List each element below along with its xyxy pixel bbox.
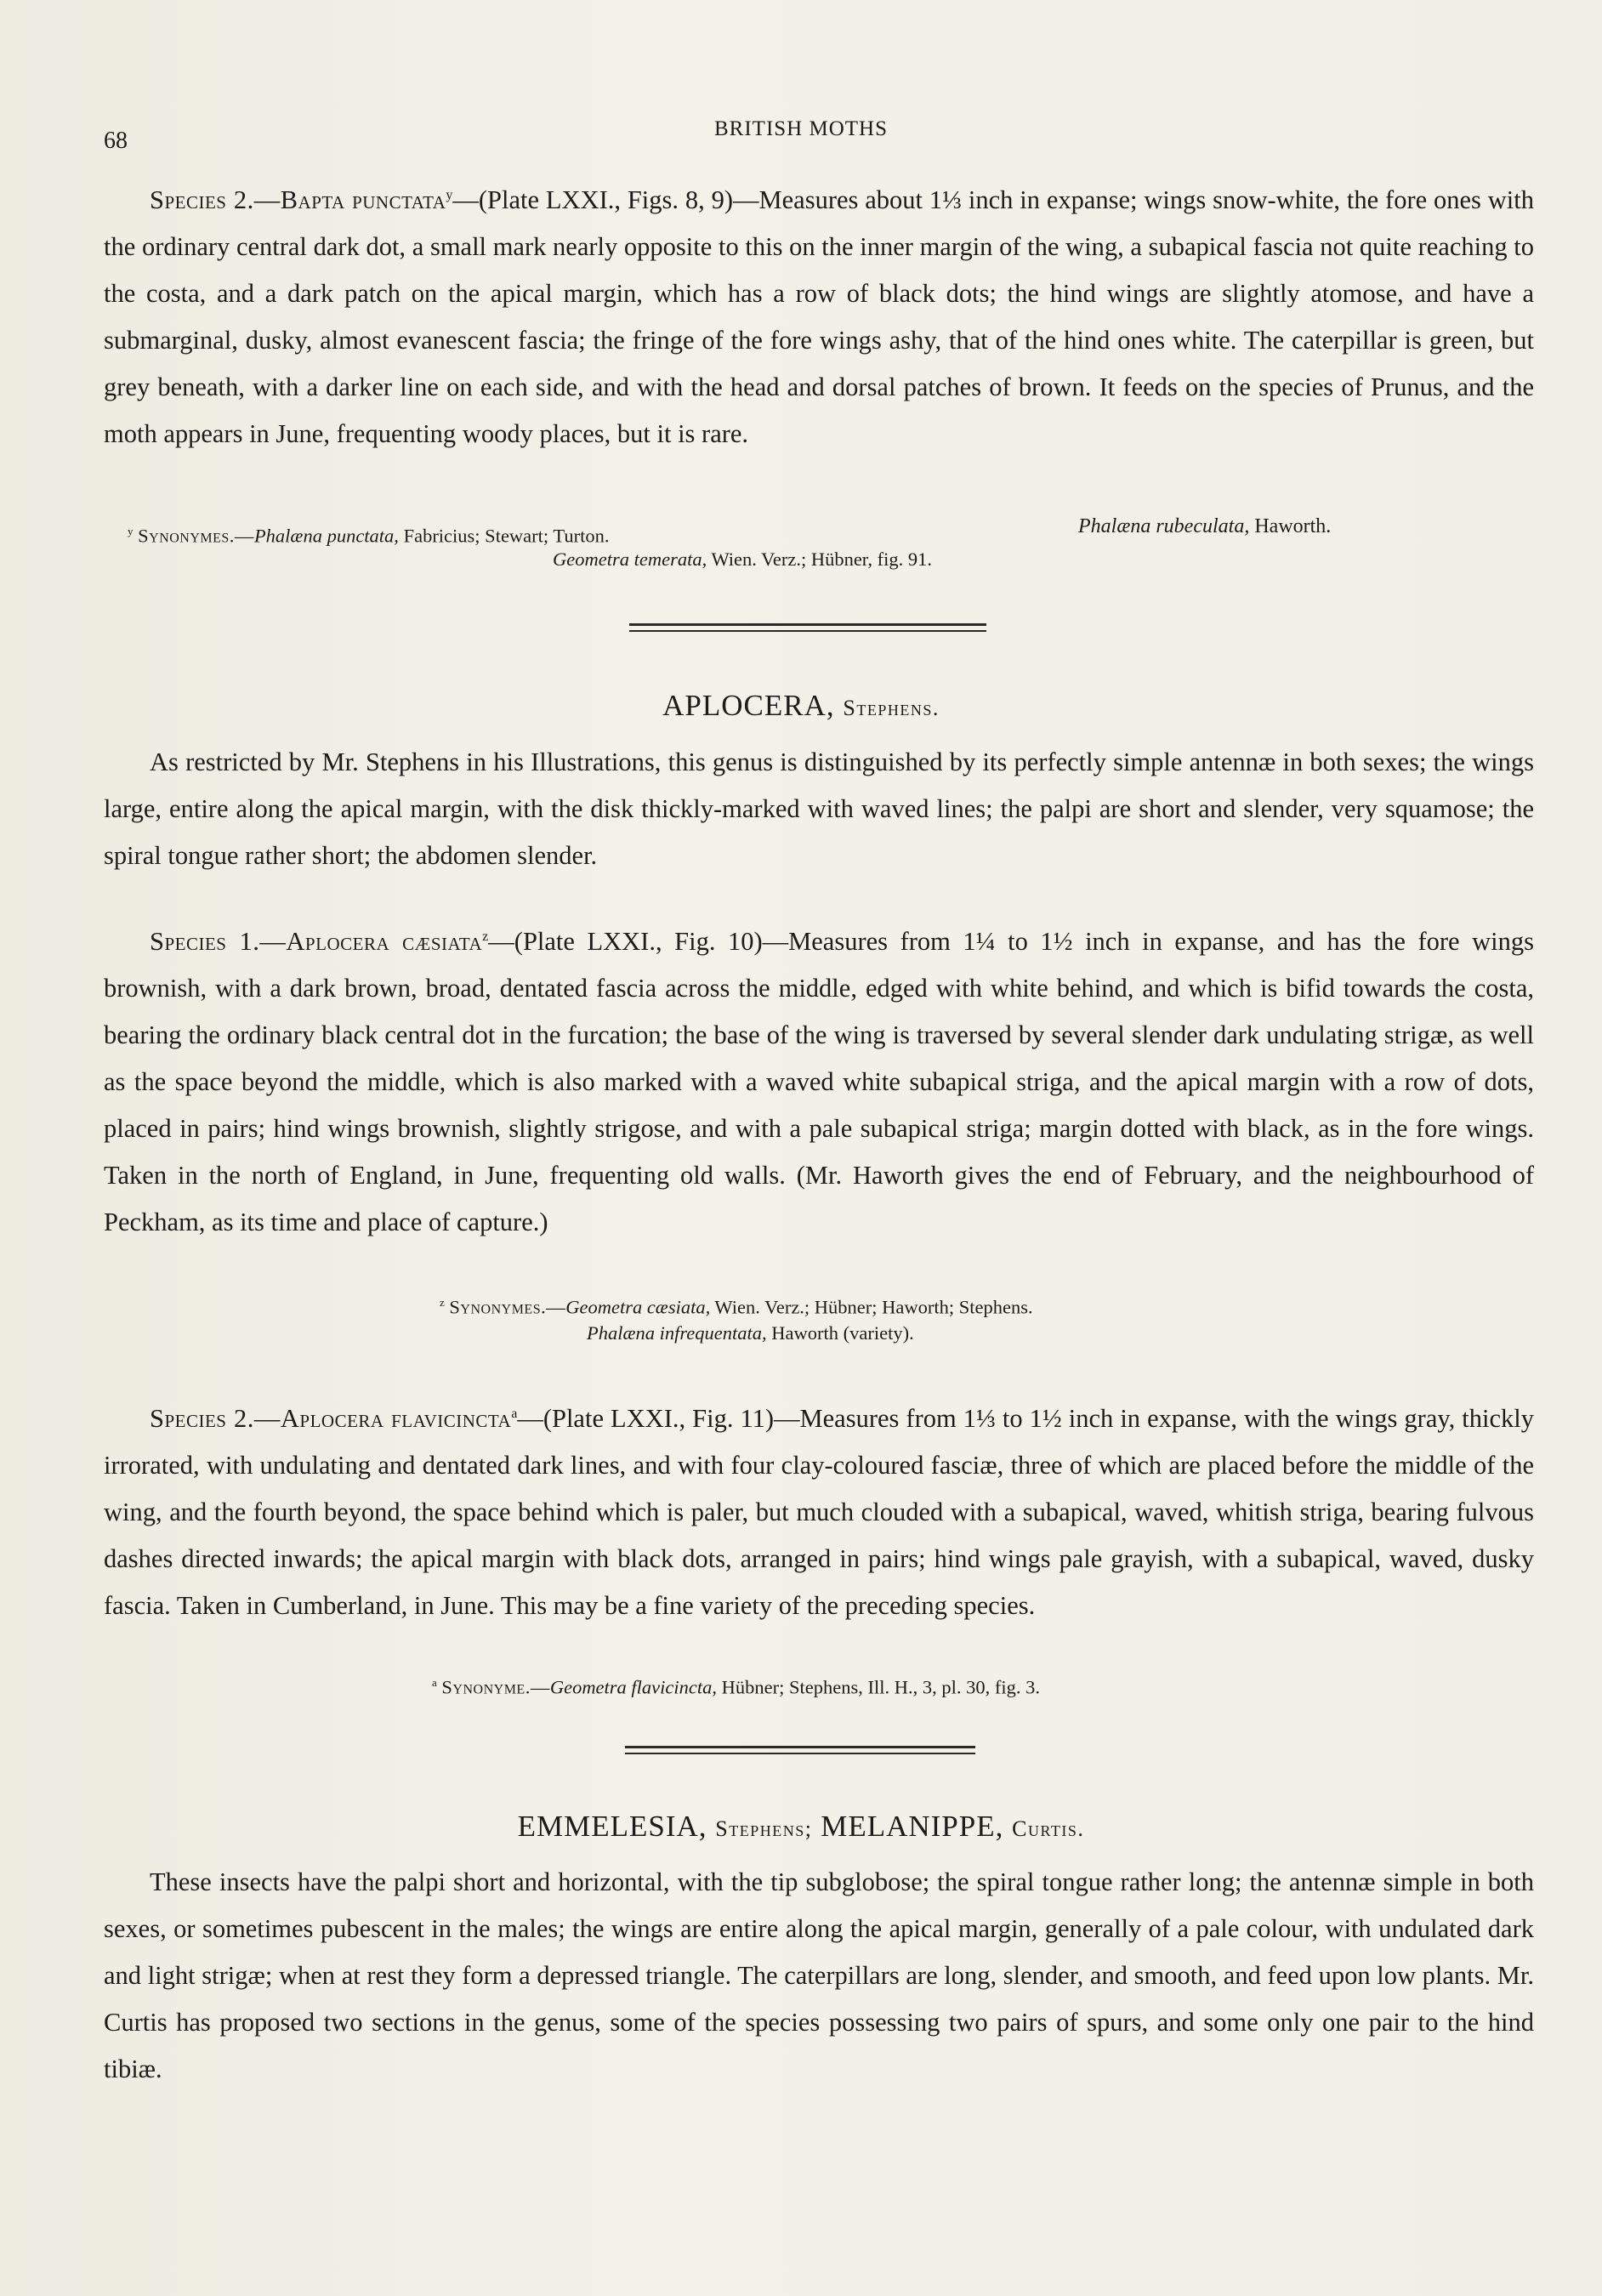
footnote-mark: a <box>511 1407 518 1421</box>
footnote-mark: z <box>482 929 489 944</box>
bapta-punctata-description <box>104 172 1534 457</box>
section-divider <box>625 1746 975 1754</box>
bapta-synonyms-line1: $^y$ Synonymes.—Phalæna punctata, Fabricius; Stewart; Turton. <box>128 525 610 547</box>
running-title: BRITISH MOTHS <box>714 117 888 140</box>
species-text: —(Plate LXXI., Figs. 8, 9)—Measures about 1⅓ inch in expanse; wings snow-white, the fore ones with the ordinary central dark dot, a small mark nearly opposite to this on the inner margin of the wing, a subapical fascia not quite reaching to the costa, and a dark patch on the apical margin, which has a row of black dots; the hind wings are slightly atomose, and have a submarginal, dusky, almost evanescent fascia; the fringe of the fore wings ashy, that of the hind ones white. The caterpillar is green, but grey beneath, with a darker line on each side, and with the head and dorsal patches of brown. It feeds on the species of Prunus, and the moth appears in June, frequenting woody places, but it is rare. <box>104 185 1534 449</box>
aplocera-caesiata-description <box>104 913 1534 1246</box>
bapta-synonyms-line2: Geometra temerata, Wien. Verz.; Hübner, fig. 91. <box>553 548 933 570</box>
species-label: Species 2.—Bapta punctata <box>150 185 446 215</box>
species-text: —(Plate LXXI., Fig. 10)—Measures from 1¼ to 1½ inch in expanse, and has the fore wings brownish, with a dark brown, broad, dentated fascia across the middle, edged with white behind, and which is bifid towards the costa, bearing the ordinary black central dot in the furcation; the base of the wing is traversed by several slender dark undulating strigæ, as well as the space beyond the middle, which is also marked with a waved white subapical striga, and the apical margin with a row of dots, placed in pairs; hind wings brownish, slightly strigose, and with a pale subapical striga; margin dotted with black, as in the fore wings. Taken in the north of England, in June, frequenting old walls. (Mr. Haworth gives the end of February, and the neighbourhood of Peckham, as its time and place of capture.) <box>104 927 1534 1237</box>
caesiata-synonyms-line2: Phalæna infrequentata, Haworth (variety). <box>587 1322 914 1344</box>
emmelesia-intro: These insects have the palpi short and horizontal, with the tip subglobose; the spiral tongue rather long; the antennæ simple in both sexes, or sometimes pubescent in the males; the wings are entire along the apical margin, generally of a pale colour, with undulated dark and light strigæ; when at rest they form a depressed triangle. The caterpillars are long, slender, and smooth, and feed upon low plants. Mr. Curtis has proposed two sections in the genus, some of the species possessing two pairs of spurs, and some only one pair to the hind tibiæ. <box>104 1867 1534 2083</box>
aplocera-intro: As restricted by Mr. Stephens in his Illustrations, this genus is distinguished by its perfectly simple antennæ in both sexes; the wings large, entire along the apical margin, with the disk thickly-marked with waved lines; the palpi are short and slender, very squamose; the spiral tongue rather short; the abdomen slender. <box>104 747 1534 870</box>
page-number: 68 <box>104 128 128 154</box>
section-divider <box>629 623 986 632</box>
caesiata-synonyms-line1: $^z$ Synonymes.—Geometra cæsiata, Wien. Verz.; Hübner; Haworth; Stephens. <box>440 1296 1033 1318</box>
species-label: Species 1.—Aplocera cæsiata <box>150 927 483 957</box>
species-text: —(Plate LXXI., Fig. 11)—Measures from 1⅓ to 1½ inch in expanse, with the wings gray, thickly irrorated, with undulating and dentated dark lines, and with four clay-coloured fasciæ, three of which are placed before the middle of the wing, and the fourth beyond, the space behind which is paler, but much clouded with a subapical, waved, whitish striga, bearing fulvous dashes directed inwards; the apical margin with black dots, arranged in pairs; hind wings pale grayish, with a subapical, waved, dusky fascia. Taken in Cumberland, in June. This may be a fine variety of the preceding species. <box>104 1404 1534 1621</box>
bapta-synonyms-right: Phalæna rubeculata, Haworth. <box>1078 515 1332 537</box>
species-label: Species 2.—Aplocera flavicincta <box>150 1404 512 1434</box>
aplocera-flavicincta-description <box>104 1390 1534 1629</box>
genus-heading-aplocera: APLOCERA, Stephens. <box>662 689 940 722</box>
flavicincta-synonyms: $^a$ Synonyme.—Geometra flavicincta, Hübner; Stephens, Ill. H., 3, pl. 30, fig. 3. <box>432 1676 1040 1698</box>
footnote-mark: y <box>446 188 453 202</box>
genus-heading-emmelesia: EMMELESIA, Stephens; MELANIPPE, Curtis. <box>517 1810 1085 1843</box>
